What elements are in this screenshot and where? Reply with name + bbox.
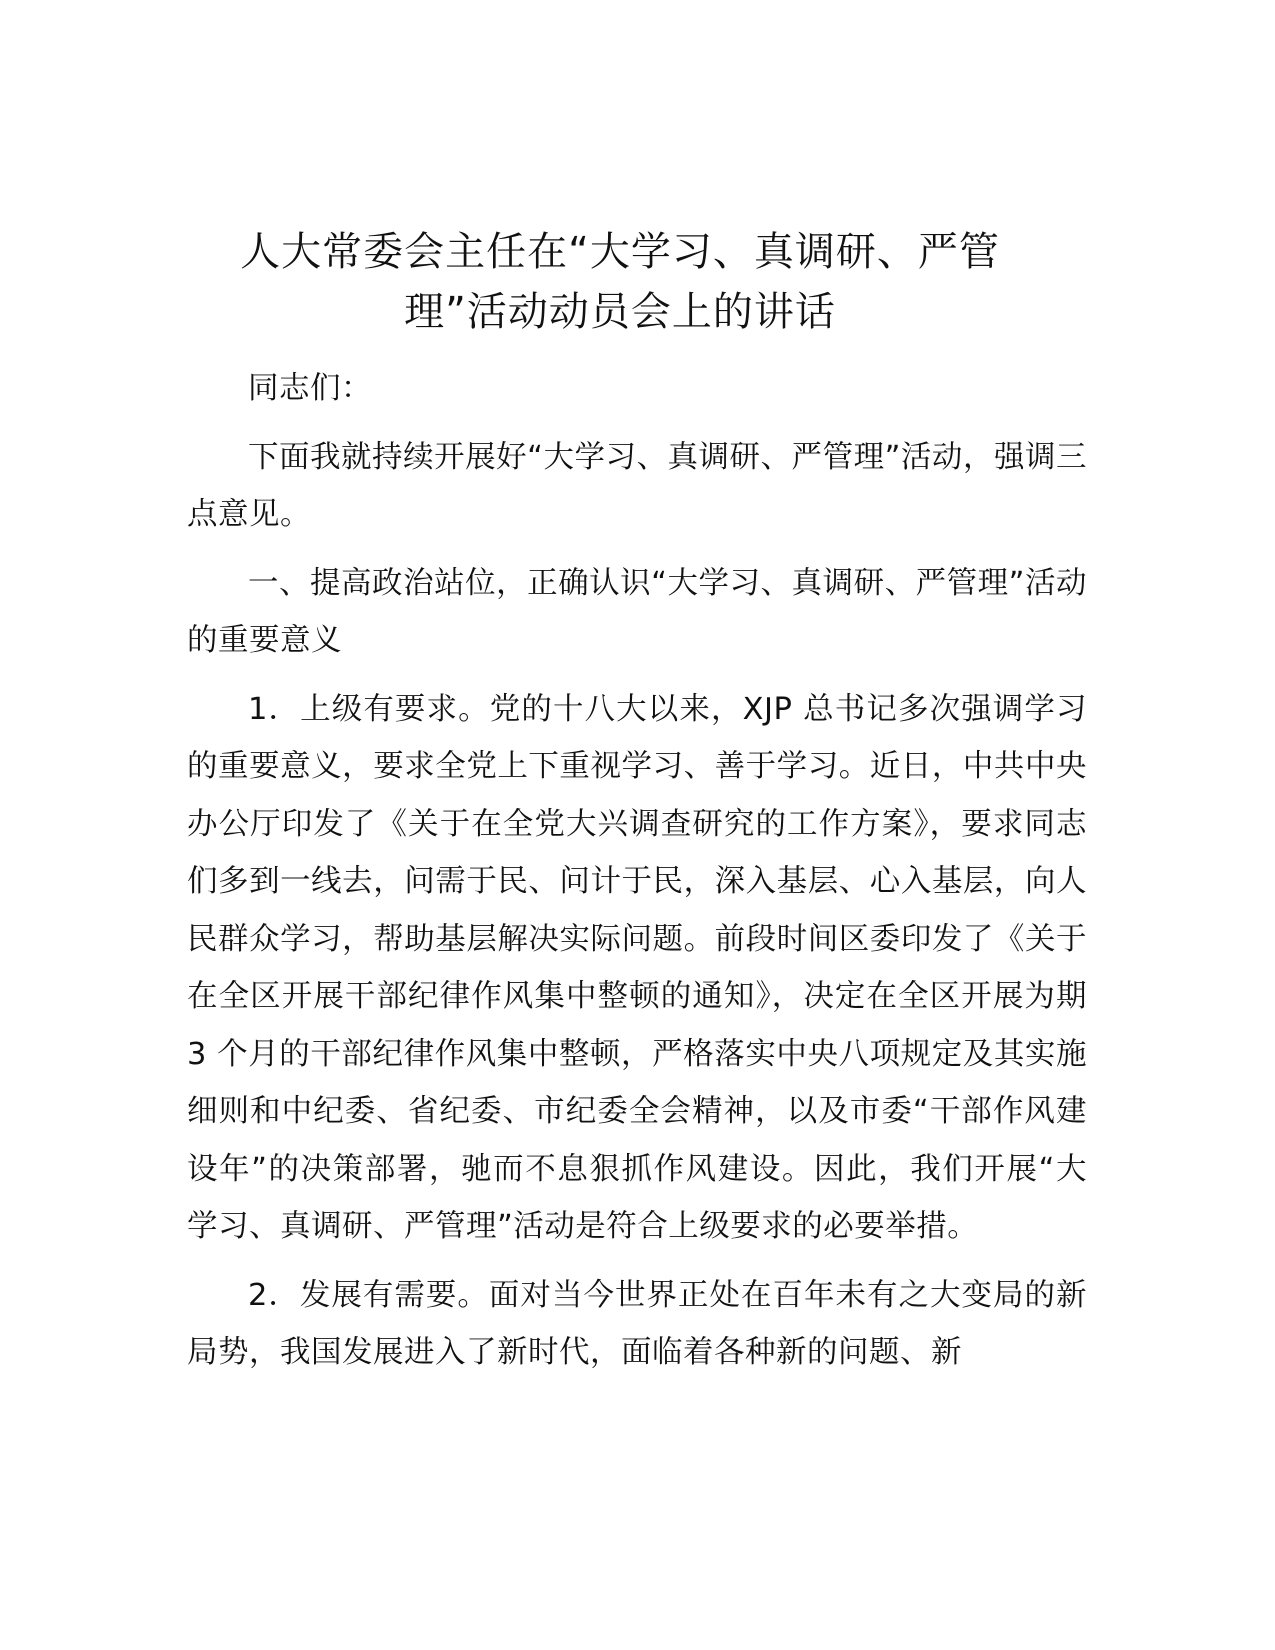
paragraph-point-1: 1．上级有要求。党的十八大以来，XJP 总书记多次强调学习的重要意义，要求全党上下重视学习、善于学习。近日，中共中央办公厅印发了《关于在全党大兴调查研究的工作方案》，要求同志们多到一线去，问需于民、问计于民，深入基层、心入基层，向人民群众学习，帮助基层解决实际问题。前段时间区委印发了《关于在全区开展干部纪律作风集中整顿的通知》，决定在全区开展为期 3 个月的干部纪律作风集中整顿，严格落实中央八项规定及其实施细则和中纪委、省纪委、市纪委全会精神，以及市委“干部作风建设年”的决策部署，驰而不息狠抓作风建设。因此，我们开展“大学习、真调研、严管理”活动是符合上级要求的必要举措。: [187, 691, 1087, 1244]
intro-paragraph: 下面我就持续开展好“大学习、真调研、严管理”活动，强调三点意见。: [187, 439, 1087, 532]
title-line-1: 人大常委会主任在“大学习、真调研、严管: [240, 229, 1000, 275]
title-line-2: 理”活动动员会上的讲话: [404, 289, 836, 335]
paragraph-point-2: 2．发展有需要。面对当今世界正处在百年未有之大变局的新局势，我国发展进入了新时代，面临着各种新的问题、新: [187, 1277, 1087, 1370]
salutation: 同志们：: [248, 371, 372, 406]
document-body: [187, 360, 1087, 1393]
document-title: [170, 222, 1070, 342]
section-heading-1: 一、提高政治站位，正确认识“大学习、真调研、严管理”活动的重要意义: [187, 565, 1087, 658]
